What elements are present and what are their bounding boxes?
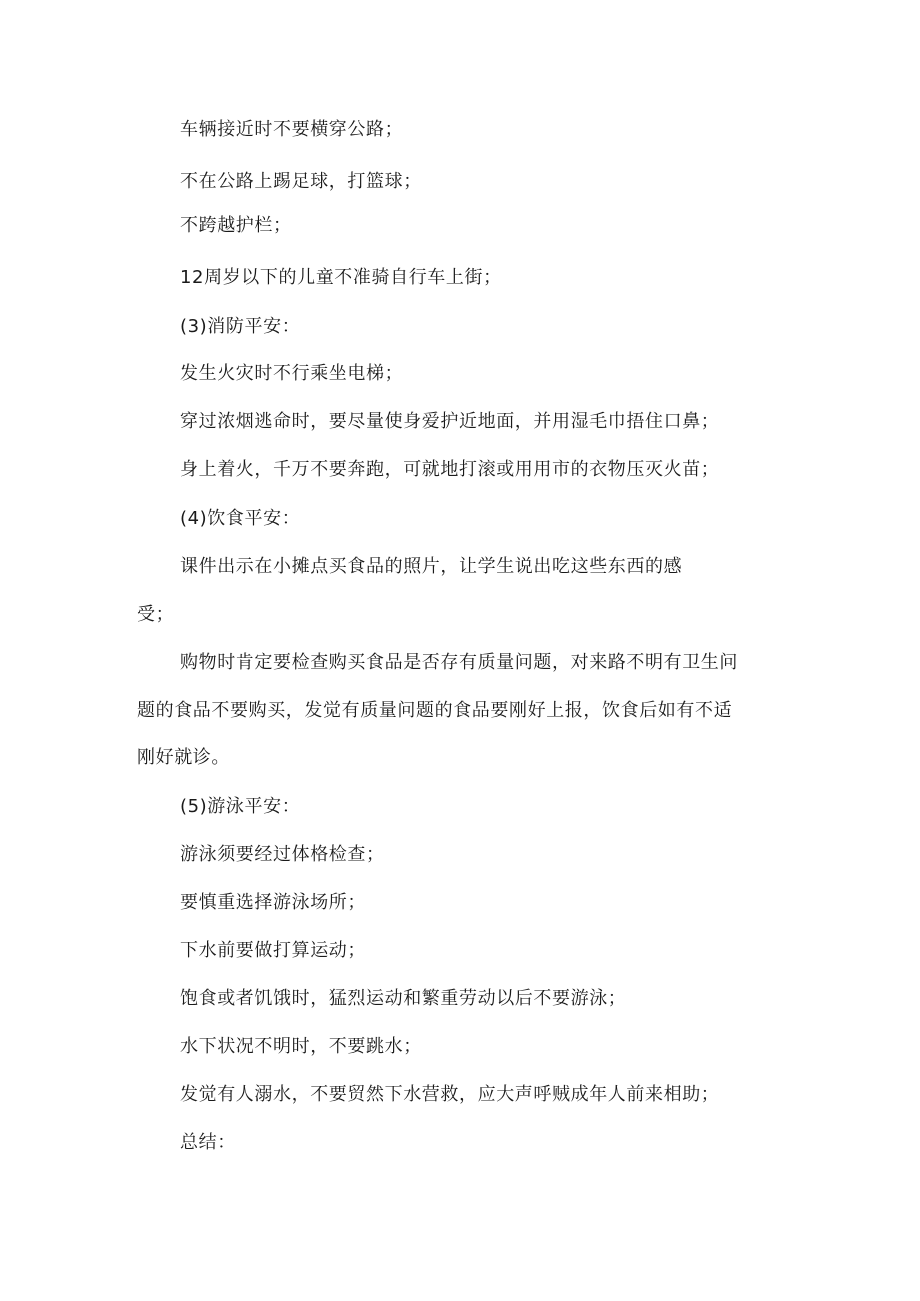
text-line: 下水前要做打算运动； bbox=[180, 940, 366, 961]
text-line: 课件出示在小摊点买食品的照片，让学生说出吃这些东西的感 bbox=[180, 556, 683, 577]
text-line: 购物时肯定要检查购买食品是否存有质量问题，对来路不明有卫生问 bbox=[180, 652, 738, 673]
section-heading: (3)消防平安： bbox=[180, 316, 301, 337]
section-heading: (4)饮食平安： bbox=[180, 508, 301, 529]
text-line: 发觉有人溺水，不要贸然下水营救，应大声呼贼成年人前来相助； bbox=[180, 1084, 720, 1105]
text-line: 游泳须要经过体格检查； bbox=[180, 844, 385, 865]
text-line: 不在公路上踢足球，打篮球； bbox=[180, 171, 422, 192]
text-line: 身上着火，千万不要奔跑，可就地打滚或用用市的衣物压灭火苗； bbox=[180, 459, 720, 480]
text-line: 要慎重选择游泳场所； bbox=[180, 892, 366, 913]
section-heading: (5)游泳平安： bbox=[180, 796, 301, 817]
text-line: 受； bbox=[137, 604, 175, 625]
text-line: 穿过浓烟逃命时，要尽量使身爱护近地面，并用湿毛巾捂住口鼻； bbox=[180, 411, 720, 432]
text-line: 车辆接近时不要横穿公路； bbox=[180, 119, 404, 140]
text-line: 题的食品不要购买，发觉有质量问题的食品要刚好上报，饮食后如有不适 bbox=[137, 700, 733, 721]
text-line: 总结： bbox=[180, 1132, 236, 1153]
text-line: 饱食或者饥饿时，猛烈运动和繁重劳动以后不要游泳； bbox=[180, 988, 627, 1009]
text-line: 12周岁以下的儿童不准骑自行车上街； bbox=[180, 267, 502, 288]
text-line: 发生火灾时不行乘坐电梯； bbox=[180, 363, 404, 384]
text-line: 水下状况不明时，不要跳水； bbox=[180, 1036, 422, 1057]
text-line: 刚好就诊。 bbox=[137, 747, 230, 768]
text-line: 不跨越护栏； bbox=[180, 215, 292, 236]
